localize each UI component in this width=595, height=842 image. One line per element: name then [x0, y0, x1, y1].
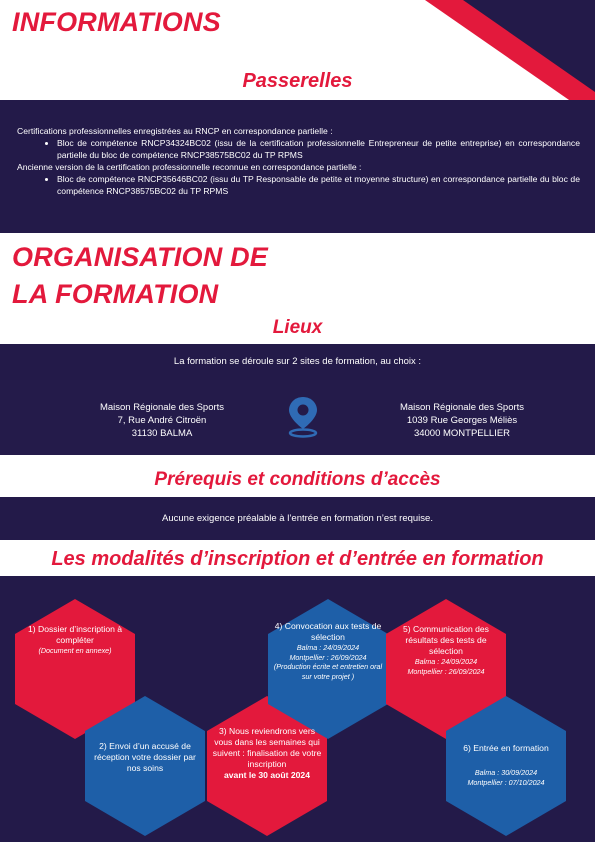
- lieux-sites-band: [0, 380, 595, 455]
- step-5-balma: Balma : 24/09/2024: [414, 657, 478, 666]
- page-title-organisation-line1: ORGANISATION DE: [12, 242, 269, 272]
- site-balma: [62, 401, 262, 440]
- passerelles-ancienne: Ancienne version de la certification professionnelle reconnue en correspondance partielle :: [17, 162, 362, 172]
- modalites-heading: Les modalités d’inscription et d’entrée en formation: [51, 548, 544, 570]
- modalites-panel: [0, 576, 595, 842]
- step-5: [391, 624, 501, 676]
- step-4-note: (Production écrite et entretien oral sur votre projet ): [273, 662, 383, 681]
- step-1-title: 1) Dossier d’inscription à compléter: [27, 624, 123, 645]
- step-6-montpellier: Montpellier : 07/10/2024: [467, 777, 545, 787]
- prerequis-text: Aucune exigence préalable à l’entrée en formation n’est requise.: [162, 513, 433, 524]
- lieux-intro: La formation se déroule sur 2 sites de formation, au choix :: [173, 356, 422, 367]
- passerelles-bullet-2: • Bloc de compétence RNCP35646BC02 (issu du TP Responsable de petite et moyenne structure) en correspondance partielle du bloc de compétence RNCP38575BC02 du TP RPMS: [57, 173, 580, 197]
- hexagon-steps: [0, 576, 595, 842]
- site-montpellier-line2: 1039 Rue Georges Méliès: [406, 415, 518, 426]
- step-4-balma: Balma : 24/09/2024: [296, 643, 360, 652]
- step-1: [25, 624, 125, 656]
- step-6-title: 6) Entrée en formation: [463, 743, 549, 753]
- site-montpellier: [362, 401, 562, 440]
- step-6-balma: Balma : 30/09/2024: [474, 768, 538, 777]
- step-3-deadline: avant le 30 août 2024: [224, 770, 310, 780]
- page-title-organisation-line2: LA FORMATION: [12, 279, 219, 309]
- location-pin-icon: [286, 395, 320, 439]
- step-5-title: 5) Communication des résultats des tests de sélection: [403, 624, 489, 656]
- step-5-montpellier: Montpellier : 26/09/2024: [407, 666, 485, 676]
- step-2-title: 2) Envoi d’un accusé de réception votre dossier par nos soins: [94, 741, 196, 773]
- step-6: [450, 743, 562, 787]
- step-3-title: 3) Nous reviendrons vers vous dans les semaines qui suivent : finalisation de votre inscription: [212, 726, 322, 769]
- passerelles-intro: Certifications professionnelles enregistrées au RNCP en correspondance partielle :: [17, 126, 333, 136]
- page-title-informations: INFORMATIONS: [12, 7, 221, 37]
- site-montpellier-line1: Maison Régionale des Sports: [399, 402, 525, 413]
- lieux-intro-band: [0, 344, 595, 380]
- prerequis-panel: [0, 497, 595, 540]
- prerequis-heading: Prérequis et conditions d’accès: [154, 469, 441, 490]
- step-3: [211, 726, 323, 781]
- step-4: [272, 621, 384, 681]
- step-4-title: 4) Convocation aux tests de sélection: [274, 621, 382, 642]
- step-2: [90, 741, 200, 774]
- passerelles-panel: [0, 100, 595, 233]
- site-montpellier-line3: 34000 MONTPELLIER: [413, 428, 511, 439]
- step-4-montpellier: Montpellier : 26/09/2024: [289, 652, 367, 662]
- site-balma-line3: 31130 BALMA: [131, 428, 193, 439]
- step-1-note: (Document en annexe): [38, 646, 112, 655]
- passerelles-heading: Passerelles: [242, 70, 353, 92]
- lieux-heading: Lieux: [272, 317, 323, 338]
- site-balma-line1: Maison Régionale des Sports: [99, 402, 225, 413]
- site-balma-line2: 7, Rue André Citroën: [117, 415, 207, 426]
- passerelles-bullet-1: • Bloc de compétence RNCP34324BC02 (issu de la certification professionnelle Entrepreneur de petite entreprise) en correspondance partielle du bloc de compétence RNCP38575BC02 du TP RPMS: [57, 137, 580, 161]
